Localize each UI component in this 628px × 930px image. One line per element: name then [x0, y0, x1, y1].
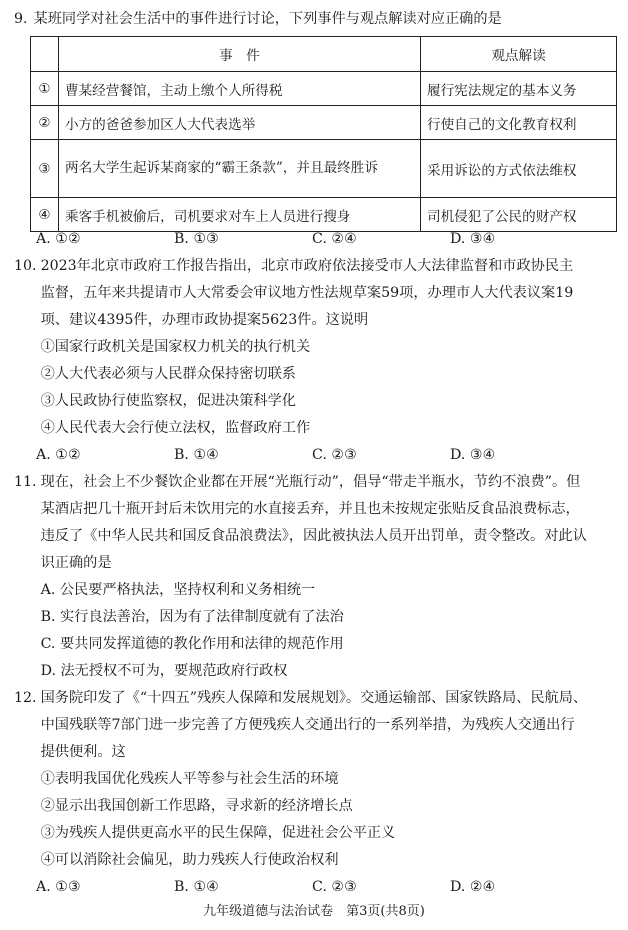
row-view: 履行宪法规定的基本义务	[421, 72, 617, 106]
option-a[interactable]: A. ①②	[36, 231, 81, 247]
question-stem-line: 国务院印发了《“十四五”残疾人保障和发展规划》。交通运输部、国家铁路局、民航局、	[40, 690, 588, 706]
option-d[interactable]: D. ③④	[450, 231, 496, 247]
question-number: 11.	[14, 474, 37, 490]
question-stem-line: 提供便利。这	[40, 744, 126, 760]
statement: ④人民代表大会行使立法权，监督政府工作	[40, 420, 311, 436]
option-a[interactable]: A. ①②	[36, 447, 81, 463]
choice-b[interactable]: B. 实行良法善治，因为有了法律制度就有了法治	[40, 609, 344, 625]
table-row	[31, 106, 617, 140]
question-12	[14, 685, 618, 901]
statement: ①国家行政机关是国家权力机关的执行机关	[40, 339, 311, 355]
option-b[interactable]: B. ①④	[174, 879, 219, 895]
statement: ②人大代表必须与人民群众保持密切联系	[40, 366, 296, 382]
table-header-event: 事 件	[59, 37, 421, 72]
choice-a[interactable]: A. 公民要严格执法，坚持权利和义务相统一	[40, 582, 316, 598]
table-row	[31, 140, 617, 198]
option-c[interactable]: C. ②③	[312, 447, 357, 463]
question-stem-line: 2023年北京市政府工作报告指出，北京市政府依法接受市人大法律监督和市政协民主	[40, 258, 574, 274]
question-9	[14, 6, 618, 33]
row-number: ①	[31, 72, 59, 106]
row-number: ④	[31, 198, 59, 232]
option-b[interactable]: B. ①④	[174, 447, 219, 463]
option-d[interactable]: D. ②④	[450, 879, 496, 895]
question-number: 10.	[14, 258, 37, 274]
row-number: ②	[31, 106, 59, 140]
question-stem-line: 中国残联等7部门进一步完善了方便残疾人交通出行的一系列举措，为残疾人交通出行	[40, 717, 575, 733]
question-stem-line: 识正确的是	[40, 555, 112, 571]
statement: ③人民政协行使监察权，促进决策科学化	[40, 393, 296, 409]
question-stem-line: 项、建议4395件，办理市政协提案5623件。这说明	[40, 312, 369, 328]
page-footer: 九年级道德与法治试卷 第3页(共8页)	[203, 904, 425, 919]
statement: ④可以消除社会偏见，助力残疾人行使政治权利	[40, 852, 339, 868]
question-stem-line: 监督，五年来共提请市人大常委会审议地方性法规草案59项，办理市人大代表议案19	[40, 285, 574, 301]
question-10	[14, 253, 618, 469]
table-header-blank	[31, 37, 59, 72]
question-number: 12.	[14, 690, 37, 706]
row-event: 曹某经营餐馆，主动上缴个人所得税	[59, 72, 421, 106]
row-view: 行使自己的文化教育权利	[421, 106, 617, 140]
row-event: 乘客手机被偷后，司机要求对车上人员进行搜身	[59, 198, 421, 232]
statement: ③为残疾人提供更高水平的民生保障，促进社会公平正义	[40, 825, 396, 841]
row-event: 两名大学生起诉某商家的“霸王条款”，并且最终胜诉	[59, 140, 421, 198]
row-number: ③	[31, 140, 59, 198]
table-header-row	[31, 37, 617, 72]
option-d[interactable]: D. ③④	[450, 447, 496, 463]
events-table	[30, 36, 617, 232]
question-number: 9.	[14, 11, 28, 27]
option-b[interactable]: B. ①③	[174, 231, 219, 247]
option-c[interactable]: C. ②③	[312, 879, 357, 895]
question-stem-line: 某酒店把几十瓶开封后未饮用完的水直接丢弃，并且也未按规定张贴反食品浪费标志，	[40, 501, 580, 517]
choice-d[interactable]: D. 法无授权不可为，要规范政府行政权	[40, 663, 288, 679]
choice-c[interactable]: C. 要共同发挥道德的教化作用和法律的规范作用	[40, 636, 344, 652]
statement: ①表明我国优化残疾人平等参与社会生活的环境	[40, 771, 339, 787]
row-event: 小方的爸爸参加区人大代表选举	[59, 106, 421, 140]
question-stem-line: 现在，社会上不少餐饮企业都在开展“光瓶行动”，倡导“带走半瓶水，节约不浪费”。但	[40, 474, 581, 490]
option-a[interactable]: A. ①③	[36, 879, 81, 895]
statement: ②显示出我国创新工作思路，寻求新的经济增长点	[40, 798, 353, 814]
table-row	[31, 72, 617, 106]
row-view: 司机侵犯了公民的财产权	[421, 198, 617, 232]
option-c[interactable]: C. ②④	[312, 231, 357, 247]
question-stem: 某班同学对社会生活中的事件进行讨论，下列事件与观点解读对应正确的是	[33, 11, 502, 27]
question-9-options	[14, 226, 618, 253]
question-stem-line: 违反了《中华人民共和国反食品浪费法》，因此被执法人员开出罚单，责令整改。对此认	[40, 528, 587, 544]
table-header-view: 观点解读	[421, 37, 617, 72]
row-view: 采用诉讼的方式依法维权	[421, 140, 617, 198]
question-11	[14, 469, 618, 685]
